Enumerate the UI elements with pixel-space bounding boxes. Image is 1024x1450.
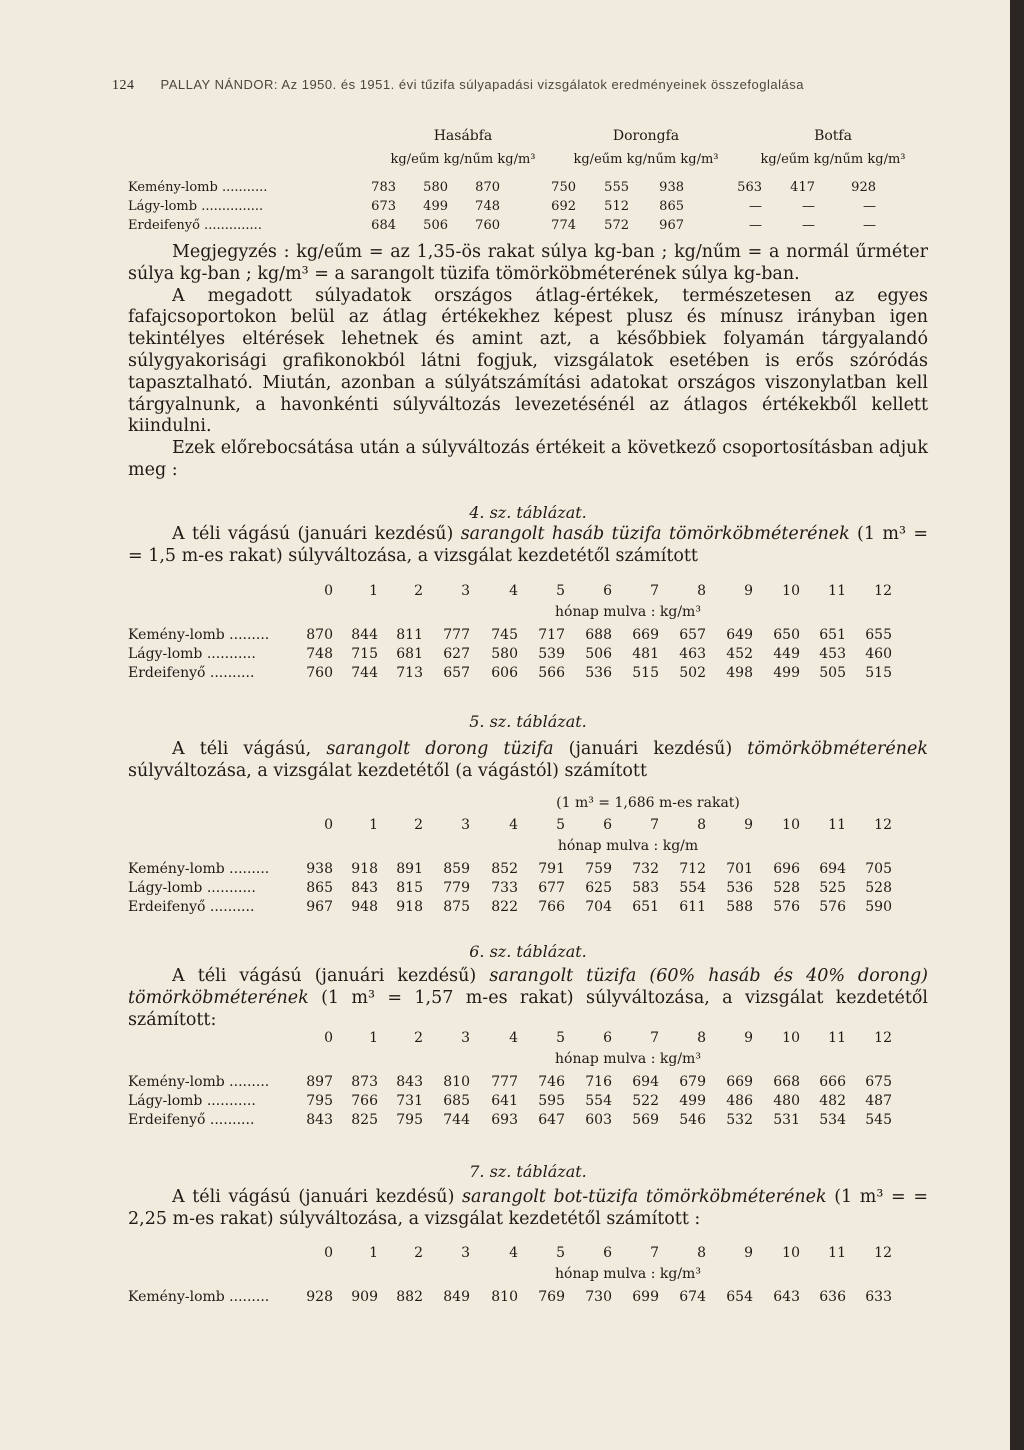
running-title: PALLAY NÁNDOR: Az 1950. és 1951. évi tűzifa súlyapadási vizsgálatok eredményeinek összefoglalása (160, 77, 804, 92)
table-title: 4. sz. táblázat. (469, 503, 587, 522)
month-header: 3 (461, 1030, 470, 1046)
table-cell: 554 (585, 1093, 612, 1109)
month-header: 6 (603, 583, 612, 599)
row-label: Kemény-lomb ......... (128, 861, 270, 877)
table-row (128, 880, 928, 900)
table-cell: — (749, 199, 762, 214)
month-header: 11 (828, 1030, 846, 1046)
month-header: 12 (874, 1030, 892, 1046)
note-text: kg/eűm = az 1,35-ös rakat súlya kg-ban ; kg/nűm = a normál űrméter súlya kg-ban ; kg/m³ = a sarangolt tüzifa tömörköbméterének súlya kg-ban. (128, 242, 928, 284)
table-cell: 499 (423, 199, 448, 214)
month-header: 12 (874, 583, 892, 599)
table-cell: 928 (306, 1289, 333, 1305)
table-cell: 875 (443, 899, 470, 915)
table-cell: 732 (632, 861, 659, 877)
table-cell: 649 (726, 627, 753, 643)
month-header: 10 (782, 1030, 800, 1046)
table-cell: 486 (726, 1093, 753, 1109)
month-header: 0 (324, 1245, 333, 1261)
table-cell: 704 (585, 899, 612, 915)
table-cell: 452 (726, 646, 753, 662)
row-label: Erdeifenyő .............. (128, 218, 262, 233)
month-header: 12 (874, 817, 892, 833)
table-cell: 528 (865, 880, 892, 896)
table-cell: 506 (423, 218, 448, 233)
table-cell: 791 (538, 861, 565, 877)
month-header-row (128, 1245, 928, 1265)
note-lead: Megjegyzés : (172, 242, 290, 262)
table-cell: 498 (726, 665, 753, 681)
table-cell: 606 (491, 665, 518, 681)
table-cell: 865 (659, 199, 684, 214)
table-cell: 777 (443, 627, 470, 643)
rakat-note: (1 m³ = 1,686 m-es rakat) (556, 795, 740, 811)
table-cell: 650 (773, 627, 800, 643)
table-cell: 815 (396, 880, 423, 896)
body-paragraph: Ezek előrebocsátása után a súlyváltozás értékeit a következő csoportosításban adjuk meg : (128, 438, 928, 480)
table-cell: 499 (679, 1093, 706, 1109)
table-cell: 677 (538, 880, 565, 896)
month-header: 5 (556, 817, 565, 833)
table-row (128, 1289, 928, 1309)
month-header-row (128, 817, 928, 837)
table-cell: 654 (726, 1289, 753, 1305)
month-header: 7 (650, 817, 659, 833)
table-cell: 512 (604, 199, 629, 214)
month-header: 1 (369, 817, 378, 833)
month-header: 4 (509, 817, 518, 833)
table-cell: 532 (726, 1112, 753, 1128)
table-cell: 694 (632, 1074, 659, 1090)
unit-label: hónap mulva : kg/m³ (555, 604, 701, 620)
month-header: 2 (414, 817, 423, 833)
table-cell: 681 (396, 646, 423, 662)
table-cell: 938 (659, 180, 684, 195)
table-cell: 576 (819, 899, 846, 915)
unit-label: hónap mulva : kg/m³ (555, 1266, 701, 1282)
table-title: 6. sz. táblázat. (469, 942, 587, 961)
table-cell: 684 (371, 218, 396, 233)
book-edge (1010, 0, 1024, 1450)
month-header: 5 (556, 583, 565, 599)
table-cell: 499 (773, 665, 800, 681)
table-cell: 822 (491, 899, 518, 915)
table-cell: — (863, 199, 876, 214)
table-cell: 675 (865, 1074, 892, 1090)
month-header: 4 (509, 1030, 518, 1046)
table-cell: 712 (679, 861, 706, 877)
month-header: 0 (324, 583, 333, 599)
table-cell: 627 (443, 646, 470, 662)
table-cell: 580 (491, 646, 518, 662)
table-cell: 774 (551, 218, 576, 233)
table-cell: 685 (443, 1093, 470, 1109)
month-header: 12 (874, 1245, 892, 1261)
month-header: 10 (782, 1245, 800, 1261)
table-cell: 679 (679, 1074, 706, 1090)
month-header: 10 (782, 583, 800, 599)
table-cell: 769 (538, 1289, 565, 1305)
table-cell: 843 (351, 880, 378, 896)
table-cell: 750 (551, 180, 576, 195)
table-cell: — (802, 199, 815, 214)
table-cell: 852 (491, 861, 518, 877)
table-row (128, 1093, 928, 1113)
row-label: Lágy-lomb ............... (128, 199, 264, 214)
table-cell: 715 (351, 646, 378, 662)
table-caption: A téli vágású (januári kezdésű) sarangolt hasáb tüzifa tömörköbméterének (1 m³ = = 1,5 m-es rakat) súlyváltozása, a vizsgálat kezdetétől számított (128, 524, 929, 566)
month-header: 4 (509, 1245, 518, 1261)
month-header-row (128, 583, 928, 603)
table-cell: 531 (773, 1112, 800, 1128)
table-cell: 647 (538, 1112, 565, 1128)
table-cell: 487 (865, 1093, 892, 1109)
group-header: Botfa (814, 128, 852, 144)
table-row (128, 1074, 928, 1094)
table-cell: 611 (679, 899, 706, 915)
month-header: 2 (414, 1030, 423, 1046)
page-number: 124 (112, 78, 135, 93)
row-label: Lágy-lomb ........... (128, 1093, 256, 1109)
table-cell: 673 (371, 199, 396, 214)
table-cell: 651 (819, 627, 846, 643)
unit-label: hónap mulva : kg/m (557, 838, 699, 854)
table-cell: 733 (491, 880, 518, 896)
table-cell: 948 (351, 899, 378, 915)
month-header: 6 (603, 1245, 612, 1261)
table-cell: 779 (443, 880, 470, 896)
table-cell: 699 (632, 1289, 659, 1305)
table-cell: 716 (585, 1074, 612, 1090)
table-cell: 938 (306, 861, 333, 877)
table-cell: 576 (773, 899, 800, 915)
table-cell: 811 (396, 627, 423, 643)
table-title: 5. sz. táblázat. (469, 712, 587, 731)
table-cell: 760 (475, 218, 500, 233)
note-block (128, 242, 928, 482)
table-cell: 505 (819, 665, 846, 681)
table-cell: 783 (371, 180, 396, 195)
table-row (128, 180, 928, 200)
table-cell: 766 (351, 1093, 378, 1109)
table-cell: 865 (306, 880, 333, 896)
row-label: Lágy-lomb ........... (128, 880, 256, 896)
table-cell: 967 (306, 899, 333, 915)
table-cell: 909 (351, 1289, 378, 1305)
table-cell: 744 (443, 1112, 470, 1128)
table-cell: 694 (819, 861, 846, 877)
table-cell: 870 (475, 180, 500, 195)
table-cell: 563 (737, 180, 762, 195)
month-header: 5 (556, 1030, 565, 1046)
table-cell: 515 (865, 665, 892, 681)
row-label: Kemény-lomb ......... (128, 1289, 270, 1305)
table-cell: 502 (679, 665, 706, 681)
table-cell: 730 (585, 1289, 612, 1305)
row-label: Lágy-lomb ........... (128, 646, 256, 662)
table-row (128, 218, 928, 238)
table-cell: 546 (679, 1112, 706, 1128)
table-row (128, 646, 928, 666)
table-cell: 625 (585, 880, 612, 896)
month-header: 11 (828, 817, 846, 833)
table-cell: 633 (865, 1289, 892, 1305)
table-cell: 760 (306, 665, 333, 681)
table-cell: 705 (865, 861, 892, 877)
table-cell: 766 (538, 899, 565, 915)
row-label: Kemény-lomb ......... (128, 1074, 270, 1090)
table-cell: 463 (679, 646, 706, 662)
table-cell: 536 (726, 880, 753, 896)
table-cell: 844 (351, 627, 378, 643)
table-cell: 588 (726, 899, 753, 915)
month-header: 1 (369, 1245, 378, 1261)
table-cell: 534 (819, 1112, 846, 1128)
table-cell: 745 (491, 627, 518, 643)
table-cell: 928 (851, 180, 876, 195)
table-cell: 668 (773, 1074, 800, 1090)
month-header-row (128, 1030, 928, 1050)
table-cell: 810 (491, 1289, 518, 1305)
table-row (128, 861, 928, 881)
month-header: 2 (414, 1245, 423, 1261)
table-cell: 759 (585, 861, 612, 877)
unit-label: hónap mulva : kg/m³ (555, 1051, 701, 1067)
month-header: 0 (324, 817, 333, 833)
table-cell: 748 (306, 646, 333, 662)
month-header: 10 (782, 817, 800, 833)
month-header: 5 (556, 1245, 565, 1261)
month-header: 11 (828, 583, 846, 599)
table-cell: 417 (790, 180, 815, 195)
table-cell: 870 (306, 627, 333, 643)
table-cell: 843 (306, 1112, 333, 1128)
table-cell: 572 (604, 218, 629, 233)
row-label: Erdeifenyő .......... (128, 899, 255, 915)
month-header: 9 (744, 583, 753, 599)
table-cell: 566 (538, 665, 565, 681)
table-cell: 539 (538, 646, 565, 662)
unit-header: kg/eűm kg/nűm kg/m³ (760, 152, 906, 167)
table-cell: 882 (396, 1289, 423, 1305)
table-cell: 583 (632, 880, 659, 896)
table-cell: 580 (423, 180, 448, 195)
table-cell: 453 (819, 646, 846, 662)
table-cell: 569 (632, 1112, 659, 1128)
table-cell: 666 (819, 1074, 846, 1090)
table-cell: 603 (585, 1112, 612, 1128)
unit-header: kg/eűm kg/nűm kg/m³ (390, 152, 536, 167)
month-header: 8 (697, 1245, 706, 1261)
note-paragraph (128, 242, 928, 286)
table-cell: — (749, 218, 762, 233)
table-cell: 897 (306, 1074, 333, 1090)
table-cell: 748 (475, 199, 500, 214)
table-cell: 825 (351, 1112, 378, 1128)
table-row (128, 899, 928, 919)
month-header: 8 (697, 583, 706, 599)
month-header: 9 (744, 817, 753, 833)
month-header: 7 (650, 583, 659, 599)
table-cell: 744 (351, 665, 378, 681)
row-label: Kemény-lomb ........... (128, 180, 268, 195)
month-header: 6 (603, 817, 612, 833)
table-cell: 859 (443, 861, 470, 877)
table-cell: 522 (632, 1093, 659, 1109)
month-header: 7 (650, 1245, 659, 1261)
table-cell: 795 (396, 1112, 423, 1128)
month-header: 11 (828, 1245, 846, 1261)
table-cell: 655 (865, 627, 892, 643)
table-cell: 525 (819, 880, 846, 896)
table-cell: 480 (773, 1093, 800, 1109)
table-cell: 460 (865, 646, 892, 662)
table-cell: 967 (659, 218, 684, 233)
body-paragraph: A megadott súlyadatok országos átlag-értékek, természetesen az egyes fafajcsoportokon belül az átlag értékekhez képest plusz és mínusz irányban igen tekintélyes eltérések lehetnek és amint azt, a későbbiek folyamán tárgyalandó súlygyakorisági grafikonokból látni fogjuk, vizsgálatok esetében is erős szóródás tapasztalható. Miután, azonban a súlyátszámítási adatokat országos viszonylatban kell tárgyalnunk, a havonkénti súlyváltozás levezetésénél az átlagos értékekből kellett kiindulni. (128, 285, 928, 437)
month-header: 3 (461, 817, 470, 833)
table-row (128, 1112, 928, 1132)
table-cell: 536 (585, 665, 612, 681)
table-cell: 674 (679, 1289, 706, 1305)
table-cell: 731 (396, 1093, 423, 1109)
month-header: 4 (509, 583, 518, 599)
month-header: 9 (744, 1030, 753, 1046)
table-cell: 918 (351, 861, 378, 877)
table-cell: 693 (491, 1112, 518, 1128)
table-cell: 657 (679, 627, 706, 643)
month-header: 1 (369, 1030, 378, 1046)
group-header: Dorongfa (612, 128, 680, 144)
table-cell: 595 (538, 1093, 565, 1109)
table-cell: 528 (773, 880, 800, 896)
table-cell: 692 (551, 199, 576, 214)
table-row (128, 627, 928, 647)
unit-header: kg/eűm kg/nűm kg/m³ (573, 152, 719, 167)
table-title: 7. sz. táblázat. (469, 1162, 587, 1181)
table-cell: 777 (491, 1074, 518, 1090)
table-cell: 641 (491, 1093, 518, 1109)
row-label: Erdeifenyő .......... (128, 1112, 255, 1128)
table-cell: 554 (679, 880, 706, 896)
table-cell: 849 (443, 1289, 470, 1305)
table-cell: 843 (396, 1074, 423, 1090)
table-cell: — (863, 218, 876, 233)
month-header: 7 (650, 1030, 659, 1046)
month-header: 8 (697, 1030, 706, 1046)
row-label: Kemény-lomb ......... (128, 627, 270, 643)
month-header: 2 (414, 583, 423, 599)
table-cell: 795 (306, 1093, 333, 1109)
table-cell: 643 (773, 1289, 800, 1305)
table-cell: 481 (632, 646, 659, 662)
table-cell: 746 (538, 1074, 565, 1090)
table-row (128, 665, 928, 685)
table-caption: A téli vágású, sarangolt dorong tüzifa (januári kezdésű) tömörköbméterének súlyváltozása, a vizsgálat kezdetétől (a vágástól) számított (128, 739, 928, 781)
table-cell: 515 (632, 665, 659, 681)
table-cell: 590 (865, 899, 892, 915)
table-cell: 669 (632, 627, 659, 643)
table-cell: 891 (396, 861, 423, 877)
table-cell: 873 (351, 1074, 378, 1090)
month-header: 3 (461, 583, 470, 599)
table-cell: 669 (726, 1074, 753, 1090)
table-caption: A téli vágású (januári kezdésű) sarangolt tüzifa (60% hasáb és 40% dorong) tömörköbméterének (1 m³ = 1,57 m-es rakat) súlyváltozása, a vizsgálat kezdetétől számított: (128, 966, 928, 1030)
table-cell: 717 (538, 627, 565, 643)
table-cell: 555 (604, 180, 629, 195)
table-cell: 506 (585, 646, 612, 662)
month-header: 8 (697, 817, 706, 833)
table-cell: 688 (585, 627, 612, 643)
table-cell: 713 (396, 665, 423, 681)
table-cell: 701 (726, 861, 753, 877)
table-cell: 657 (443, 665, 470, 681)
table-cell: 449 (773, 646, 800, 662)
month-header: 6 (603, 1030, 612, 1046)
table-cell: 696 (773, 861, 800, 877)
table-cell: 918 (396, 899, 423, 915)
table-cell: 636 (819, 1289, 846, 1305)
table-cell: 482 (819, 1093, 846, 1109)
table-cell: 651 (632, 899, 659, 915)
table-cell: — (802, 218, 815, 233)
running-header (112, 77, 932, 94)
table-row (128, 199, 928, 219)
group-header: Hasábfa (433, 128, 493, 144)
month-header: 1 (369, 583, 378, 599)
table-caption: A téli vágású (januári kezdésű) sarangolt bot-tüzifa tömörköbméterének (1 m³ = = 2,25 m-es rakat) súlyváltozása, a vizsgálat kezdetétől számított : (128, 1187, 929, 1229)
table-cell: 545 (865, 1112, 892, 1128)
month-header: 9 (744, 1245, 753, 1261)
month-header: 3 (461, 1245, 470, 1261)
table-cell: 810 (443, 1074, 470, 1090)
month-header: 0 (324, 1030, 333, 1046)
row-label: Erdeifenyő .......... (128, 665, 255, 681)
